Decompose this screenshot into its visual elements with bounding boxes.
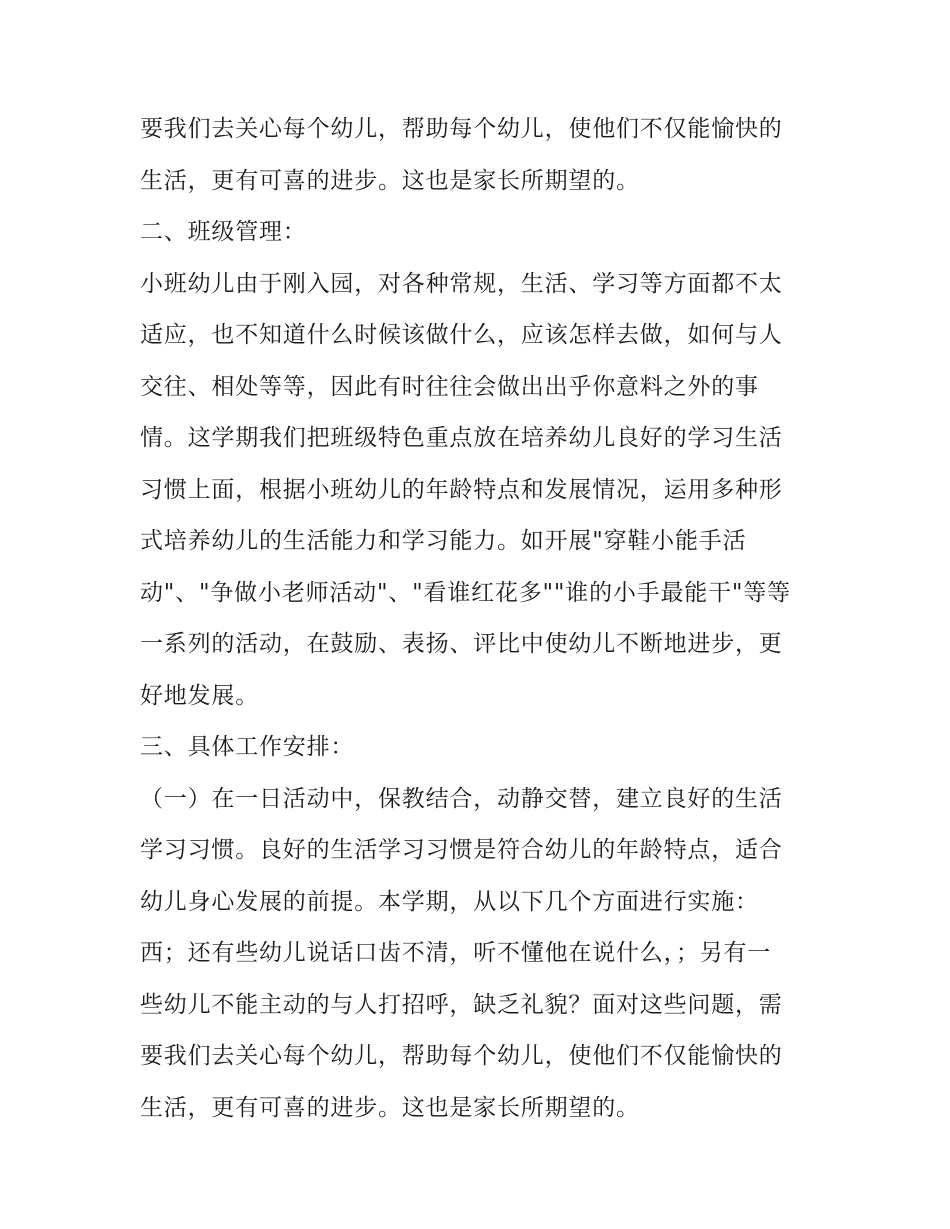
section-heading: 三、具体工作安排：	[140, 734, 355, 760]
text-line: 要我们去关心每个幼儿，帮助每个幼儿，使他们不仅能愉快的	[140, 116, 783, 142]
document-body	[140, 104, 820, 1134]
text-line: （一）在一日活动中，保教结合，动静交替，建立良好的生活	[140, 785, 783, 812]
text-line: 小班幼儿由于刚入园，对各种常规，生活、学习等方面都不太	[140, 270, 783, 297]
text-line: 式培养幼儿的生活能力和学习能力。如开展"穿鞋小能手活	[140, 528, 747, 554]
text-line: 动"、"争做小老师活动"、"看谁红花多""谁的小手最能干"等等	[140, 579, 791, 606]
text-line: 幼儿身心发展的前提。本学期，从以下几个方面进行实施：	[140, 888, 759, 915]
text-line: 习惯上面，根据小班幼儿的年龄特点和发展情况，运用多种形	[140, 476, 783, 503]
text-line: 要我们去关心每个幼儿，帮助每个幼儿，使他们不仅能愉快的	[140, 1043, 783, 1069]
text-line: 生活，更有可喜的进步。这也是家长所期望的。	[140, 1094, 640, 1121]
text-line: 生活，更有可喜的进步。这也是家长所期望的。	[140, 167, 640, 194]
text-line: 些幼儿不能主动的与人打招呼，缺乏礼貌？面对这些问题，需	[140, 991, 783, 1018]
text-line: 一系列的活动，在鼓励、表扬、评比中使幼儿不断地进步，更	[140, 631, 783, 657]
text-line: 西；还有些幼儿说话口齿不清，听不懂他在说什么，；另有一	[140, 940, 772, 966]
section-heading: 二、班级管理：	[140, 219, 307, 245]
text-line: 情。这学期我们把班级特色重点放在培养幼儿良好的学习生活	[140, 425, 783, 451]
text-line: 好地发展。	[140, 682, 259, 709]
text-line: 适应，也不知道什么时候该做什么，应该怎样去做，如何与人	[140, 322, 783, 348]
text-line: 学习习惯。良好的生活学习习惯是符合幼儿的年龄特点，适合	[140, 837, 783, 863]
text-line: 交往、相处等等，因此有时往往会做出出乎你意料之外的事	[140, 373, 759, 400]
